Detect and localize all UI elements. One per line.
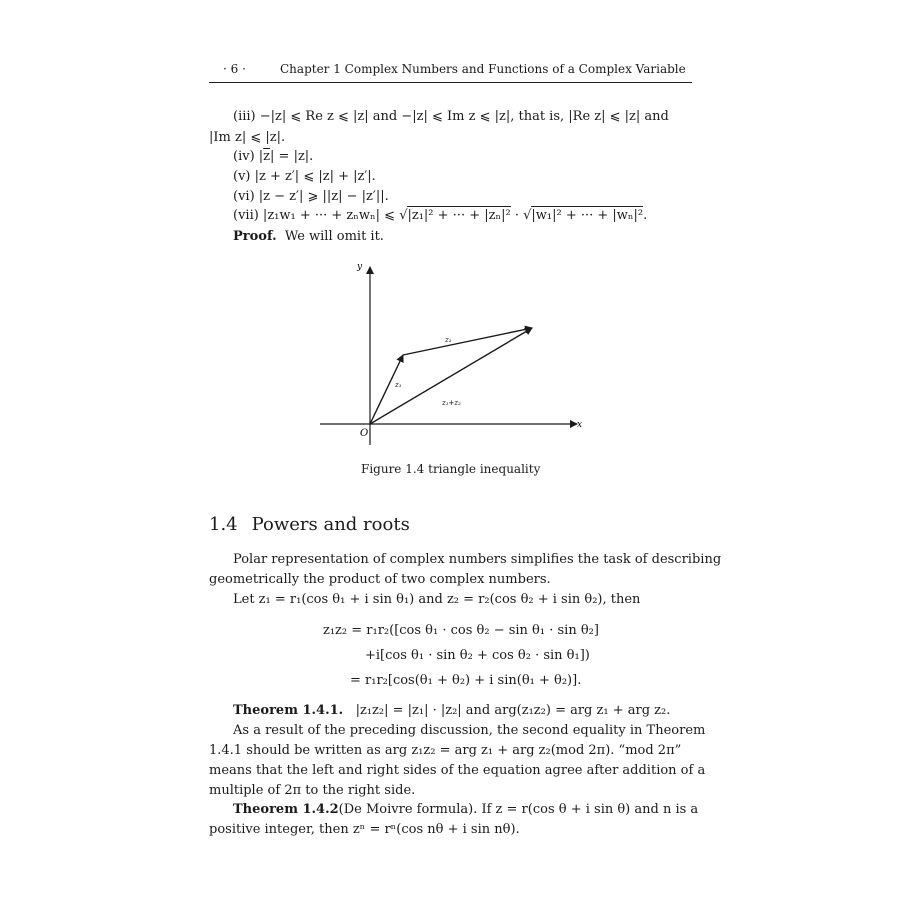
section-heading	[209, 514, 410, 535]
property-iv: (iv) $|\overline{z}| = |z|$.	[233, 149, 314, 164]
label-z2: z₂	[445, 336, 452, 344]
property-vi: (vi) |z − z′| ⩾ ||z| − |z′||.	[233, 189, 389, 204]
theorem-1-4-2	[233, 802, 698, 818]
figure-caption: Figure 1.4 triangle inequality	[361, 462, 541, 476]
axis-x-label: x	[577, 420, 583, 430]
section-title: Powers and roots	[251, 514, 410, 535]
theorem-1-4-1	[233, 703, 670, 719]
property-iv-rest: | = |z|.	[270, 149, 314, 164]
page-number: · 6 ·	[223, 62, 246, 76]
theorem-1-4-2-line2: positive integer, then zⁿ = rⁿ(cos nθ + i sin nθ).	[209, 822, 520, 837]
paragraph1-line1: Polar representation of complex numbers simplifies the task of describing	[233, 552, 722, 567]
axis-y-label: y	[357, 262, 363, 272]
property-iv-conjugate: $\overline{z}$	[263, 149, 271, 164]
proof-label: Proof.	[233, 229, 277, 244]
running-title: Chapter 1 Complex Numbers and Functions of a Complex Variable	[280, 62, 686, 76]
equation-line2: +i[cos θ₁ · sin θ₂ + cos θ₂ · sin θ₁])	[365, 648, 590, 663]
property-iv-label: (iv)	[233, 149, 255, 164]
property-vii-dot: ·	[514, 208, 519, 223]
theorem-1-4-2-label: Theorem 1.4.2	[233, 802, 339, 817]
label-sum: z₁+z₂	[442, 399, 461, 407]
equation-line3: = r₁r₂[cos(θ₁ + θ₂) + i sin(θ₁ + θ₂)].	[350, 673, 582, 688]
paragraph3-line2: 1.4.1 should be written as arg z₁z₂ = arg z₁ + arg z₂(mod 2π). “mod 2π”	[209, 743, 682, 758]
paragraph1-line2: geometrically the product of two complex numbers.	[209, 572, 551, 587]
property-vii-root2: |w₁|² + ··· + |wₙ|²	[531, 208, 644, 223]
paragraph3-line1: As a result of the preceding discussion, the second equality in Theorem	[233, 723, 706, 738]
section-number: 1.4	[209, 514, 238, 535]
label-z1: z₁	[395, 381, 402, 389]
property-iii-line2: |Im z| ⩽ |z|.	[209, 130, 286, 145]
property-vii-root1: |z₁|² + ··· + |zₙ|²	[407, 208, 511, 223]
equation-line1: z₁z₂ = r₁r₂([cos θ₁ · cos θ₂ − sin θ₁ · sin θ₂]	[323, 623, 599, 638]
origin-label: O	[360, 428, 369, 439]
property-vii: (vii) |z₁w₁ + ··· + zₙwₙ| ⩽ √|z₁|² + ··· + |zₙ|² · √|w₁|² + ··· + |wₙ|².	[233, 208, 648, 223]
property-vii-lhs: (vii) |z₁w₁ + ··· + zₙwₙ| ⩽	[233, 208, 396, 223]
paragraph3-line3: means that the left and right sides of the equation agree after addition of a	[209, 763, 706, 778]
property-v: (v) |z + z′| ⩽ |z| + |z′|.	[233, 169, 376, 184]
property-vii-end: .	[643, 208, 648, 223]
triangle-inequality-figure	[315, 255, 585, 445]
running-header	[209, 60, 692, 83]
proof-text: We will omit it.	[284, 229, 384, 244]
property-iii-line1: (iii) −|z| ⩽ Re z ⩽ |z| and −|z| ⩽ Im z ⩽ |z|, that is, |Re z| ⩽ |z| and	[233, 109, 669, 124]
paragraph2: Let z₁ = r₁(cos θ₁ + i sin θ₁) and z₂ = r₂(cos θ₂ + i sin θ₂), then	[233, 592, 641, 607]
theorem-1-4-1-text: |z₁z₂| = |z₁| · |z₂| and arg(z₁z₂) = arg z₁ + arg z₂.	[355, 703, 671, 718]
theorem-1-4-1-label: Theorem 1.4.1.	[233, 703, 344, 718]
paragraph3-line4: multiple of 2π to the right side.	[209, 783, 416, 798]
proof-line	[233, 229, 384, 245]
theorem-1-4-2-text: (De Moivre formula). If z = r(cos θ + i sin θ) and n is a	[338, 802, 699, 817]
vector-z2	[403, 328, 532, 355]
